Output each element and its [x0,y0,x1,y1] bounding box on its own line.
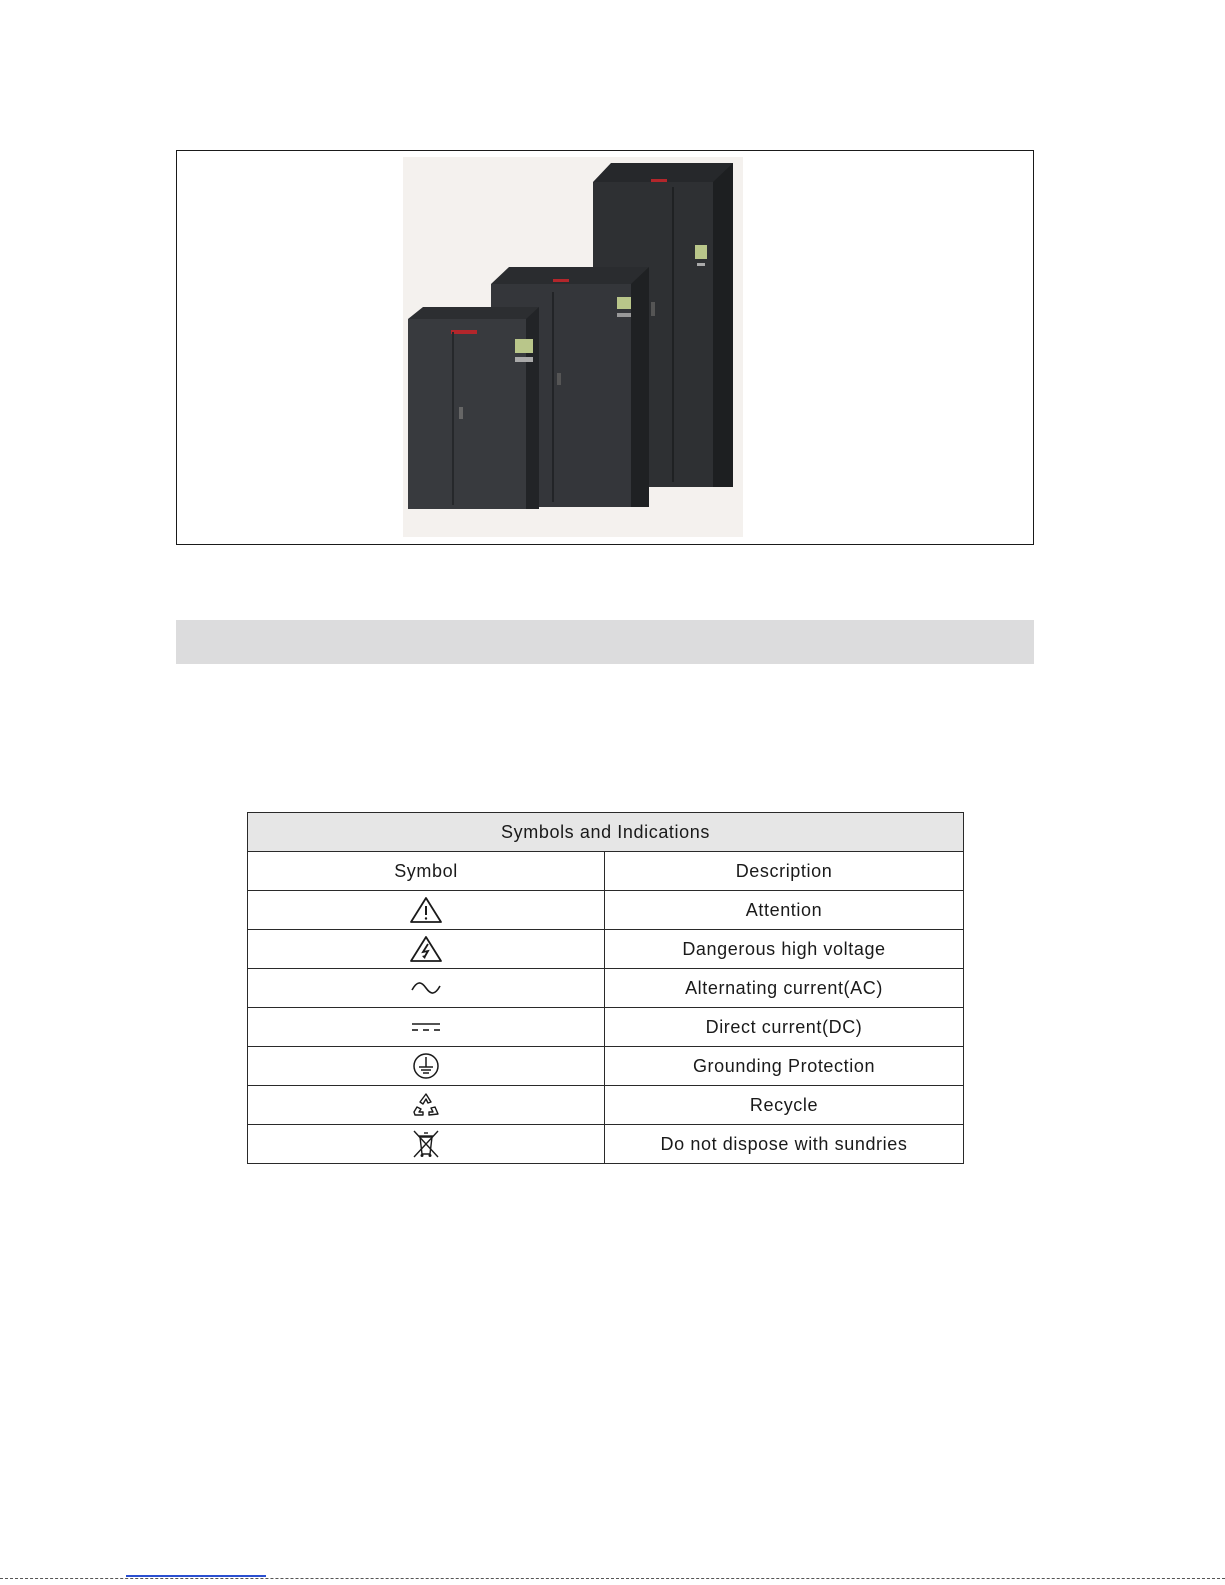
row-description: Grounding Protection [605,1047,964,1086]
row-description: Dangerous high voltage [605,930,964,969]
row-description: Direct current(DC) [605,1008,964,1047]
header-symbol: Symbol [248,852,605,891]
section-heading-band [176,620,1034,664]
small-ups-cabinet [408,307,539,509]
table-caption: Symbols and Indications [248,813,964,852]
table-row [248,1008,964,1047]
row-description: Do not dispose with sundries [605,1125,964,1164]
table-row [248,1047,964,1086]
recycle-icon [411,1090,441,1120]
footer-dashed-rule [0,1578,1225,1579]
symbols-table [247,812,964,1164]
row-description: Attention [605,891,964,930]
row-description: Recycle [605,1086,964,1125]
footer-link-underline [126,1575,266,1577]
grounding-icon [411,1051,441,1081]
ups-cabinets-illustration [403,157,743,537]
table-row [248,969,964,1008]
alternating-current-icon [409,978,443,998]
table-row [248,1125,964,1164]
row-description: Alternating current(AC) [605,969,964,1008]
crossed-bin-icon [411,1128,441,1160]
header-description: Description [605,852,964,891]
direct-current-icon [409,1019,443,1035]
high-voltage-icon [409,935,443,963]
table-row [248,930,964,969]
product-photo-frame [176,150,1034,545]
attention-triangle-icon [409,896,443,924]
table-row [248,891,964,930]
table-row [248,1086,964,1125]
